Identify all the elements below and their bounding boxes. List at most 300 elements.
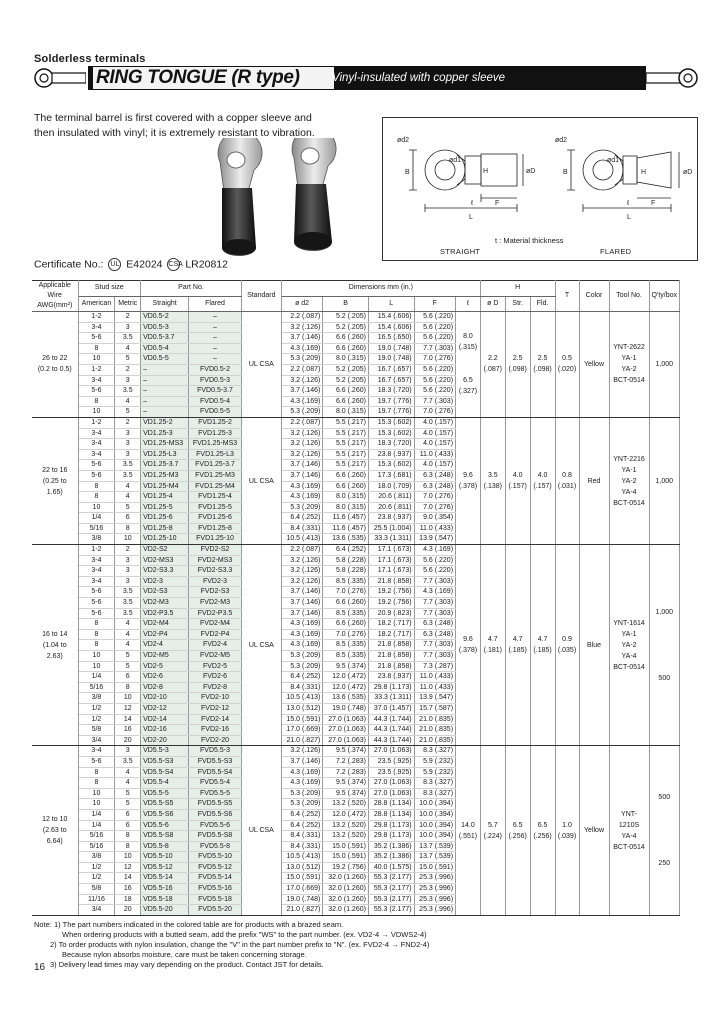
stud-metric-cell: 8: [115, 841, 141, 852]
stud-american-cell: 8: [78, 492, 115, 503]
dim-B-cell: 27.0 (1.063): [323, 735, 369, 746]
dim-B-cell: 6.6 (.260): [323, 481, 369, 492]
part-straight-cell: VD1.25-3.7: [141, 460, 189, 471]
dim-L-cell: 21.8 (.858): [368, 640, 414, 651]
stud-metric-cell: 3.5: [115, 470, 141, 481]
col-color: Color: [579, 281, 609, 312]
part-straight-cell: VD2-5: [141, 661, 189, 672]
part-flared-cell: FVD2-S3: [189, 587, 242, 598]
part-flared-cell: FVD5.5-10: [189, 852, 242, 863]
stud-american-cell: 3/4: [78, 905, 115, 916]
dim-D-str-cell: 4.7 (.185): [505, 545, 530, 746]
dim-B-cell: 8.0 (.315): [323, 502, 369, 513]
stud-american-cell: 3/8: [78, 693, 115, 704]
part-flared-cell: FVD2-S3.3: [189, 566, 242, 577]
part-flared-cell: FVD2-12: [189, 703, 242, 714]
color-cell: Yellow: [579, 746, 609, 916]
stud-metric-cell: 5: [115, 799, 141, 810]
dim-F-cell: 21.0 (.835): [414, 735, 455, 746]
stud-american-cell: 10: [78, 788, 115, 799]
label-L: L: [469, 214, 473, 221]
dim-D-fld-cell: 4.0 (.157): [530, 417, 555, 544]
dim-F-cell: 11.0 (.433): [414, 682, 455, 693]
dim-d2-cell: 4.3 (.169): [281, 767, 322, 778]
part-straight-cell: –: [141, 375, 189, 386]
col-straight: Straight: [141, 296, 189, 312]
dim-L-cell: 23.8 (.937): [368, 449, 414, 460]
dim-F-cell: 4.3 (.169): [414, 587, 455, 598]
part-flared-cell: FVD1.25-6: [189, 513, 242, 524]
stud-american-cell: 8: [78, 629, 115, 640]
dim-l-cell: 8.0 (.315) 6.5 (.327): [456, 312, 481, 418]
dim-H-cell: 5.7 (.224): [480, 746, 505, 916]
dim-d2-cell: 4.3 (.169): [281, 492, 322, 503]
dim-L-cell: 55.3 (2.177): [368, 894, 414, 905]
dim-l-cell: 9.6 (.378): [456, 417, 481, 544]
color-cell: Red: [579, 417, 609, 544]
stud-metric-cell: 4: [115, 396, 141, 407]
dim-L-cell: 17.3 (.681): [368, 470, 414, 481]
dim-F-cell: 5.6 (.220): [414, 386, 455, 397]
col-qty: Q'ty/box: [649, 281, 679, 312]
stud-metric-cell: 3: [115, 555, 141, 566]
dim-B-cell: 6.4 (.252): [323, 545, 369, 556]
dim-L-cell: 17.1 (.673): [368, 545, 414, 556]
stud-metric-cell: 4: [115, 619, 141, 630]
part-flared-cell: FVD5.5-14: [189, 873, 242, 884]
dim-B-cell: 8.5 (.335): [323, 576, 369, 587]
dim-B-cell: 9.5 (.374): [323, 746, 369, 757]
dim-B-cell: 6.6 (.260): [323, 470, 369, 481]
col-flared: Flared: [189, 296, 242, 312]
note-line: 2) To order products with nylon insulation, change the "V" in the part number prefix to "N". (ex. FVD2-4 → FND2-4): [50, 940, 430, 949]
dim-F-cell: 25.3 (.996): [414, 873, 455, 884]
dim-D-str-cell: 2.5 (.098): [505, 312, 530, 418]
dim-d2-cell: 2.2 (.087): [281, 545, 322, 556]
dim-L-cell: 33.3 (1.311): [368, 693, 414, 704]
dim-L-cell: 20.6 (.811): [368, 502, 414, 513]
stud-american-cell: 3-4: [78, 746, 115, 757]
dim-d2-cell: 4.3 (.169): [281, 778, 322, 789]
col-H: H: [480, 281, 555, 297]
dim-F-cell: 7.7 (.303): [414, 576, 455, 587]
dim-L-cell: 44.3 (1.744): [368, 714, 414, 725]
dim-F-cell: 8.3 (.327): [414, 788, 455, 799]
dim-F-cell: 4.3 (.169): [414, 545, 455, 556]
dim-F-cell: 10.0 (.394): [414, 799, 455, 810]
part-straight-cell: VD1.25-5: [141, 502, 189, 513]
part-straight-cell: VD2-12: [141, 703, 189, 714]
dim-B-cell: 5.5 (.217): [323, 439, 369, 450]
stud-metric-cell: 6: [115, 820, 141, 831]
dim-F-cell: 4.0 (.157): [414, 428, 455, 439]
stud-american-cell: 3-4: [78, 566, 115, 577]
dim-B-cell: 6.6 (.260): [323, 343, 369, 354]
stud-american-cell: 10: [78, 661, 115, 672]
col-F: F: [414, 296, 455, 312]
stud-american-cell: 10: [78, 651, 115, 662]
dim-L-cell: 23.8 (.937): [368, 513, 414, 524]
dim-F-cell: 5.6 (.220): [414, 375, 455, 386]
stud-american-cell: 5/16: [78, 682, 115, 693]
dim-d2-cell: 19.0 (.748): [281, 894, 322, 905]
col-d2: ø d2: [281, 296, 322, 312]
dim-B-cell: 6.6 (.260): [323, 396, 369, 407]
part-straight-cell: VD2-6: [141, 672, 189, 683]
dim-B-cell: 9.5 (.374): [323, 778, 369, 789]
dim-L-cell: 33.3 (1.311): [368, 534, 414, 545]
qty-cell: 1,000 500: [649, 545, 679, 746]
dim-D-fld-cell: 2.5 (.098): [530, 312, 555, 418]
stud-american-cell: 5-6: [78, 756, 115, 767]
table-row: [32, 545, 680, 556]
specification-table: [32, 280, 680, 916]
dim-d2-cell: 5.3 (.209): [281, 661, 322, 672]
dim-d2-cell: 3.7 (.146): [281, 386, 322, 397]
diagram-label-flared: FLARED: [600, 247, 632, 256]
part-straight-cell: VD2-8: [141, 682, 189, 693]
dim-L-cell: 19.7 (.776): [368, 407, 414, 418]
dim-B-cell: 13.6 (.535): [323, 693, 369, 704]
diagram-label-straight: STRAIGHT: [440, 247, 481, 256]
dim-d2-cell: 3.2 (.126): [281, 439, 322, 450]
dim-L-cell: 35.2 (1.386): [368, 841, 414, 852]
stud-american-cell: 1/4: [78, 672, 115, 683]
stud-metric-cell: 3.5: [115, 608, 141, 619]
dim-L-cell: 21.8 (.858): [368, 651, 414, 662]
dim-B-cell: 32.0 (1.260): [323, 905, 369, 916]
part-straight-cell: VD2-M5: [141, 651, 189, 662]
dim-F-cell: 13.7 (.539): [414, 852, 455, 863]
part-flared-cell: FVD5.5-6: [189, 820, 242, 831]
dim-L-cell: 27.0 (1.063): [368, 746, 414, 757]
ring-terminal-icon-right: [646, 67, 700, 89]
dim-L-cell: 19.0 (.748): [368, 354, 414, 365]
part-flared-cell: FVD5.5-S5: [189, 799, 242, 810]
part-flared-cell: FVD5.5-18: [189, 894, 242, 905]
dim-F-cell: 10.0 (.394): [414, 820, 455, 831]
dim-T-cell: 1.0 (.039): [555, 746, 579, 916]
stud-american-cell: 5/8: [78, 884, 115, 895]
part-flared-cell: FVD2-M5: [189, 651, 242, 662]
col-l: ℓ: [456, 296, 481, 312]
col-str: Str.: [505, 296, 530, 312]
wire-size-cell: 16 to 14 (1.04 to 2.63): [32, 545, 78, 746]
dim-d2-cell: 8.4 (.331): [281, 831, 322, 842]
dim-L-cell: 18.2 (.717): [368, 629, 414, 640]
dim-F-cell: 25.3 (.996): [414, 884, 455, 895]
dim-L-cell: 18.3 (.720): [368, 386, 414, 397]
wire-size-cell: 12 to 10 (2.63 to 6.64): [32, 746, 78, 916]
ul-listed-icon: UL: [108, 258, 121, 271]
stud-metric-cell: 10: [115, 852, 141, 863]
dim-B-cell: 15.0 (.591): [323, 841, 369, 852]
stud-metric-cell: 14: [115, 873, 141, 884]
note-line: When ordering products with a butted seam, add the prefix "WS" to the part number. (ex. VD2-4 → VDWS2-4): [62, 930, 427, 939]
dim-d2-cell: 3.2 (.126): [281, 746, 322, 757]
stud-american-cell: 5/16: [78, 523, 115, 534]
dim-L-cell: 15.4 (.606): [368, 322, 414, 333]
dim-d2-cell: 3.2 (.126): [281, 375, 322, 386]
dim-l-cell: 14.0 (.551): [456, 746, 481, 916]
dim-d2-cell: 6.4 (.252): [281, 513, 322, 524]
dim-B-cell: 32.0 (1.260): [323, 894, 369, 905]
label-D: øD: [526, 168, 536, 175]
dim-B-cell: 13.2 (.520): [323, 820, 369, 831]
stud-metric-cell: 3: [115, 449, 141, 460]
stud-american-cell: 1-2: [78, 417, 115, 428]
stud-american-cell: 1/2: [78, 862, 115, 873]
stud-american-cell: 8: [78, 767, 115, 778]
intro-text: The terminal barrel is first covered with a copper sleeve and then insulated with vinyl; it is extremely resistant to vibration.: [34, 112, 315, 139]
part-straight-cell: VD2-20: [141, 735, 189, 746]
part-straight-cell: VD1.25-6: [141, 513, 189, 524]
part-flared-cell: FVD5.5-5: [189, 788, 242, 799]
csa-certificate: LR20812: [185, 258, 228, 271]
part-straight-cell: VD5.5-S3: [141, 756, 189, 767]
dim-F-cell: 5.6 (.220): [414, 555, 455, 566]
stud-metric-cell: 3: [115, 746, 141, 757]
dim-H-cell: 2.2 (.087): [480, 312, 505, 418]
part-straight-cell: VD2-P4: [141, 629, 189, 640]
stud-metric-cell: 4: [115, 492, 141, 503]
note-line: Because nylon absorbs moisture, care must be taken concerning storage.: [62, 950, 307, 959]
dim-L-cell: 37.0 (1.457): [368, 703, 414, 714]
dim-B-cell: 8.0 (.315): [323, 354, 369, 365]
dim-F-cell: 13.9 (.547): [414, 693, 455, 704]
stud-metric-cell: 12: [115, 862, 141, 873]
part-straight-cell: VD2-M3: [141, 598, 189, 609]
dim-d2-cell: 5.3 (.209): [281, 407, 322, 418]
dim-d2-cell: 3.2 (.126): [281, 555, 322, 566]
ul-certificate: E42024: [126, 258, 163, 271]
dim-B-cell: 7.0 (.276): [323, 587, 369, 598]
col-D: ø D: [480, 296, 505, 312]
col-wire: Applicable Wire AWG(mm²): [32, 281, 78, 312]
stud-american-cell: 3/8: [78, 534, 115, 545]
stud-metric-cell: 3.5: [115, 460, 141, 471]
dim-F-cell: 7.7 (.303): [414, 343, 455, 354]
stud-american-cell: 3-4: [78, 428, 115, 439]
stud-american-cell: 3/4: [78, 735, 115, 746]
dim-D-str-cell: 4.0 (.157): [505, 417, 530, 544]
dim-d2-cell: 3.7 (.146): [281, 333, 322, 344]
stud-metric-cell: 4: [115, 481, 141, 492]
stud-metric-cell: 3.5: [115, 587, 141, 598]
part-straight-cell: VD2-MS3: [141, 555, 189, 566]
dim-B-cell: 6.6 (.260): [323, 333, 369, 344]
stud-american-cell: 1/4: [78, 809, 115, 820]
dim-d2-cell: 3.7 (.146): [281, 756, 322, 767]
label-L-flared: L: [627, 214, 631, 221]
tool-cell: YNT-1614 YA-1 YA-2 YA-4 BCT-0514: [609, 545, 649, 746]
color-cell: Blue: [579, 545, 609, 746]
dim-F-cell: 7.7 (.303): [414, 598, 455, 609]
stud-american-cell: 1-2: [78, 312, 115, 323]
tool-cell: YNT-2216 YA-1 YA-2 YA-4 BCT-0514: [609, 417, 649, 544]
stud-metric-cell: 14: [115, 714, 141, 725]
straight-ring: [425, 150, 465, 190]
part-straight-cell: VD1.25-4: [141, 492, 189, 503]
dim-F-cell: 7.0 (.276): [414, 407, 455, 418]
stud-american-cell: 5-6: [78, 386, 115, 397]
dim-F-cell: 11.0 (.433): [414, 449, 455, 460]
stud-american-cell: 3-4: [78, 375, 115, 386]
part-flared-cell: FVD0.5-5: [189, 407, 242, 418]
dim-B-cell: 13.6 (.535): [323, 534, 369, 545]
dim-d2-cell: 3.7 (.146): [281, 587, 322, 598]
dim-B-cell: 7.2 (.283): [323, 756, 369, 767]
dim-B-cell: 27.0 (1.063): [323, 714, 369, 725]
dim-d2-cell: 5.3 (.209): [281, 502, 322, 513]
dim-L-cell: 15.3 (.602): [368, 460, 414, 471]
part-straight-cell: VD5.5-4: [141, 778, 189, 789]
dim-F-cell: 4.0 (.157): [414, 439, 455, 450]
dim-F-cell: 21.0 (.835): [414, 725, 455, 736]
stud-metric-cell: 3: [115, 322, 141, 333]
part-straight-cell: VD5.5-S4: [141, 767, 189, 778]
part-straight-cell: VD1.25-10: [141, 534, 189, 545]
stud-american-cell: 1/4: [78, 513, 115, 524]
dim-D-str-cell: 6.5 (.256): [505, 746, 530, 916]
part-straight-cell: VD5.5-3: [141, 746, 189, 757]
stud-metric-cell: 20: [115, 905, 141, 916]
part-flared-cell: FVD0.5-4: [189, 396, 242, 407]
part-straight-cell: VD5.5-5: [141, 788, 189, 799]
stud-american-cell: 5-6: [78, 333, 115, 344]
dim-d2-cell: 13.0 (.512): [281, 862, 322, 873]
note-line: Note: 1) The part numbers indicated in the colored table are for products with a brazed seam.: [34, 920, 344, 929]
stud-american-cell: 8: [78, 481, 115, 492]
part-straight-cell: VD2-P3.5: [141, 608, 189, 619]
col-fld: Fld.: [530, 296, 555, 312]
certificate-label: Certificate No.:: [34, 258, 104, 271]
certificate-line: [34, 258, 228, 271]
stud-american-cell: 3-4: [78, 439, 115, 450]
stud-metric-cell: 3: [115, 566, 141, 577]
part-straight-cell: VD2-S3: [141, 587, 189, 598]
part-straight-cell: VD2-S3.3: [141, 566, 189, 577]
dim-B-cell: 6.6 (.260): [323, 619, 369, 630]
dim-d2-cell: 8.4 (.331): [281, 682, 322, 693]
part-flared-cell: FVD5.5-12: [189, 862, 242, 873]
stud-american-cell: 10: [78, 354, 115, 365]
stud-american-cell: 11/16: [78, 894, 115, 905]
part-flared-cell: FVD1.25-4: [189, 492, 242, 503]
stud-metric-cell: 12: [115, 703, 141, 714]
dim-F-cell: 13.7 (.539): [414, 841, 455, 852]
dim-F-cell: 15.0 (.591): [414, 862, 455, 873]
stud-metric-cell: 3: [115, 576, 141, 587]
stud-metric-cell: 3: [115, 375, 141, 386]
part-flared-cell: FVD2-6: [189, 672, 242, 683]
part-straight-cell: VD5.5-20: [141, 905, 189, 916]
dim-B-cell: 6.6 (.260): [323, 386, 369, 397]
dim-F-cell: 6.3 (.248): [414, 470, 455, 481]
tool-cell: YNT-1210S YA-4 BCT-0514: [609, 746, 649, 916]
stud-american-cell: 8: [78, 396, 115, 407]
part-flared-cell: FVD1.25-3.7: [189, 460, 242, 471]
part-straight-cell: VD0.5-3.7: [141, 333, 189, 344]
stud-metric-cell: 3: [115, 428, 141, 439]
dim-d2-cell: 3.7 (.146): [281, 470, 322, 481]
dim-F-cell: 5.9 (.232): [414, 767, 455, 778]
col-stud: Stud size: [78, 281, 141, 297]
label-F: F: [495, 200, 500, 207]
part-flared-cell: FVD0.5-3: [189, 375, 242, 386]
dim-B-cell: 5.5 (.217): [323, 428, 369, 439]
stud-metric-cell: 5: [115, 661, 141, 672]
stud-metric-cell: 10: [115, 693, 141, 704]
dim-d2-cell: 8.4 (.331): [281, 523, 322, 534]
col-T: T: [555, 281, 579, 312]
dim-L-cell: 18.2 (.717): [368, 619, 414, 630]
dim-F-cell: 21.0 (.835): [414, 714, 455, 725]
dim-B-cell: 15.0 (.591): [323, 852, 369, 863]
dim-L-cell: 44.3 (1.744): [368, 735, 414, 746]
page-tagline: Vinyl-insulated with copper sleeve: [332, 72, 506, 84]
dim-B-cell: 5.2 (.205): [323, 322, 369, 333]
stud-metric-cell: 8: [115, 523, 141, 534]
table-body: [32, 312, 680, 916]
part-flared-cell: FVD2-S2: [189, 545, 242, 556]
label-H: H: [483, 168, 489, 175]
stud-metric-cell: 18: [115, 894, 141, 905]
stud-american-cell: 3-4: [78, 449, 115, 460]
dim-F-cell: 5.6 (.220): [414, 364, 455, 375]
dim-d2-cell: 4.3 (.169): [281, 343, 322, 354]
dim-L-cell: 55.3 (2.177): [368, 873, 414, 884]
dim-L-cell: 27.0 (1.063): [368, 788, 414, 799]
dim-d2-cell: 4.3 (.169): [281, 396, 322, 407]
part-flared-cell: FVD1.25-M4: [189, 481, 242, 492]
dim-L-cell: 19.7 (.776): [368, 396, 414, 407]
dim-B-cell: 13.2 (.520): [323, 799, 369, 810]
stud-american-cell: 5-6: [78, 598, 115, 609]
dim-B-cell: 32.0 (1.260): [323, 884, 369, 895]
dim-F-cell: 8.3 (.327): [414, 778, 455, 789]
part-flared-cell: FVD2-20: [189, 735, 242, 746]
wire-size-cell: 26 to 22 (0.2 to 0.5): [32, 312, 78, 418]
dim-L-cell: 18.3 (.720): [368, 439, 414, 450]
stud-metric-cell: 20: [115, 735, 141, 746]
part-straight-cell: VD1.25-L3: [141, 449, 189, 460]
dim-L-cell: 25.5 (1.004): [368, 523, 414, 534]
dim-L-cell: 23.5 (.925): [368, 767, 414, 778]
part-straight-cell: VD0.5-5: [141, 354, 189, 365]
standard-cell: UL CSA: [241, 746, 281, 916]
stud-american-cell: 8: [78, 778, 115, 789]
part-flared-cell: FVD2-16: [189, 725, 242, 736]
dim-B-cell: 19.2 (.756): [323, 862, 369, 873]
part-flared-cell: FVD2-10: [189, 693, 242, 704]
diagram-thickness-note: t : Material thickness: [495, 236, 564, 245]
dim-F-cell: 7.0 (.276): [414, 354, 455, 365]
stud-metric-cell: 5: [115, 651, 141, 662]
part-straight-cell: VD1.25-M4: [141, 481, 189, 492]
dim-B-cell: 11.6 (.457): [323, 513, 369, 524]
label-d2-flared: ød2: [555, 137, 568, 144]
stud-american-cell: 10: [78, 502, 115, 513]
dim-F-cell: 7.7 (.303): [414, 651, 455, 662]
label-d2: ød2: [397, 137, 410, 144]
dim-B-cell: 8.5 (.335): [323, 651, 369, 662]
dim-F-cell: 5.9 (.232): [414, 756, 455, 767]
dim-L-cell: 20.6 (.811): [368, 492, 414, 503]
dim-F-cell: 5.6 (.220): [414, 312, 455, 323]
dim-F-cell: 25.3 (.996): [414, 905, 455, 916]
dim-d2-cell: 3.2 (.126): [281, 449, 322, 460]
